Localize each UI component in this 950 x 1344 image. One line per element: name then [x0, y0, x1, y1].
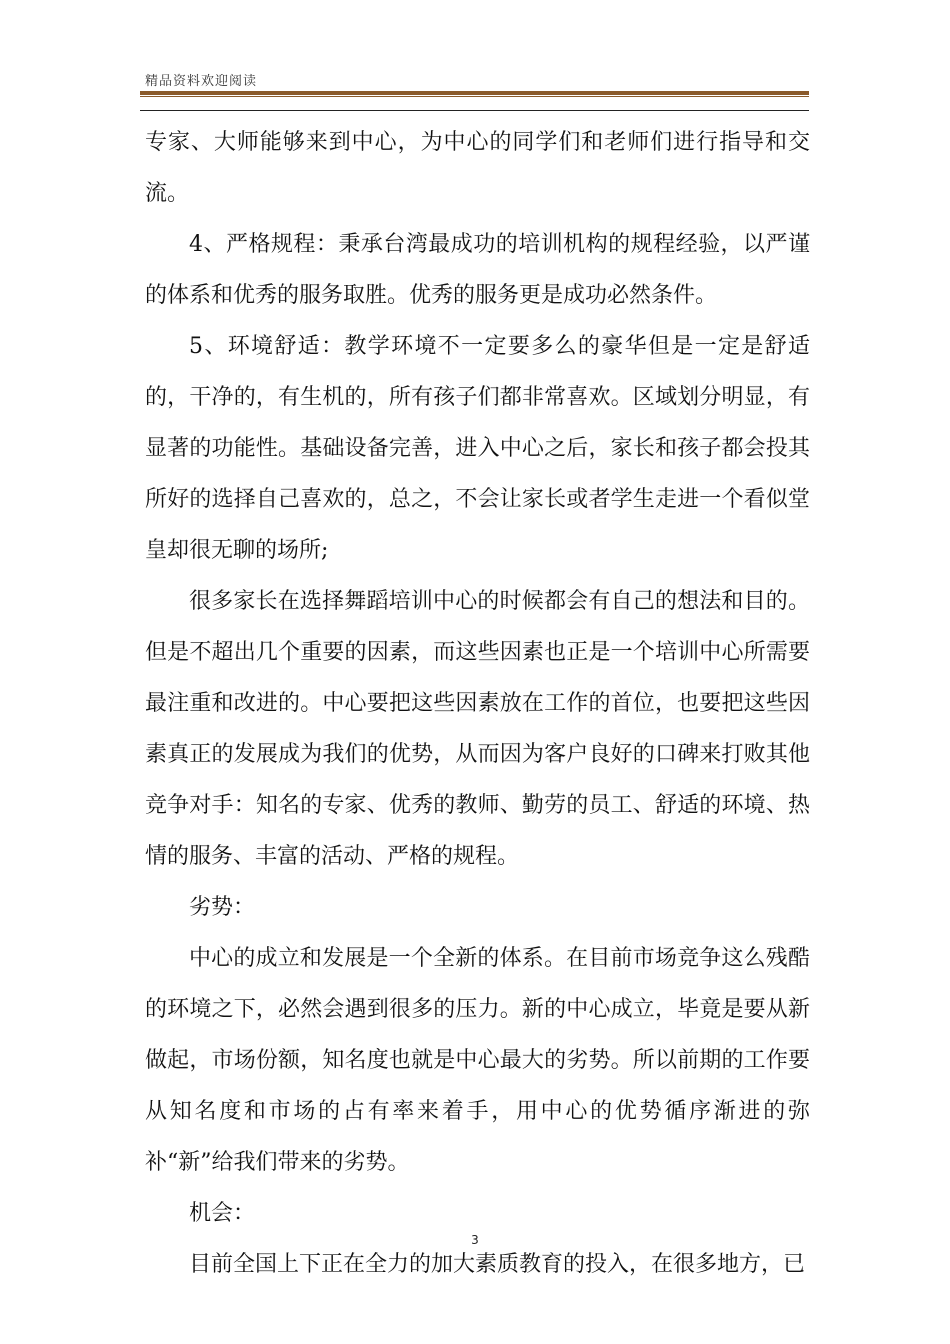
- header-rule-divider: [140, 110, 809, 111]
- paragraph-opportunities: 目前全国上下正在全力的加大素质教育的投入，在很多地方，已: [189, 1252, 806, 1277]
- paragraph-factors: 很多家长在选择舞蹈培训中心的时候都会有自己的想法和目的。但是不超出几个重要的因素，而这些因素也正是一个培训中心所需要最注重和改进的。中心要把这些因素放在工作的首位，也要把这些因素真正的发展成为我们的优势，从而因为客户良好的口碑来打败其他竞争对手：知名的专家、优秀的教师、勤劳的员工、舒适的环境、热情的服务、丰富的活动、严格的规程。: [145, 589, 810, 869]
- paragraph-weaknesses: 中心的成立和发展是一个全新的体系。在目前市场竞争这么残酷的环境之下，必然会遇到很多的压力。新的中心成立，毕竟是要从新做起，市场份额，知名度也就是中心最大的劣势。所以前期的工作要从知名度和市场的占有率来着手，用中心的优势循序渐进的弥补“新”给我们带来的劣势。: [145, 946, 810, 1175]
- paragraph-continuation: 专家、大师能够来到中心，为中心的同学们和老师们进行指导和交流。: [145, 130, 810, 206]
- page-header-title: 精品资料欢迎阅读: [145, 74, 258, 89]
- paragraph-environment: 5、环境舒适：教学环境不一定要多么的豪华但是一定是舒适的，干净的，有生机的，所有孩子们都非常喜欢。区域划分明显，有显著的功能性。基础设备完善，进入中心之后，家长和孩子都会投其所好的选择自己喜欢的，总之，不会让家长或者学生走进一个看似堂皇却很无聊的场所;: [145, 334, 810, 563]
- header-rule-thin: [140, 96, 809, 97]
- document-body: [145, 117, 810, 1290]
- header-rule-thick: [140, 91, 809, 95]
- heading-weaknesses: 劣势：: [189, 895, 256, 920]
- page-number: 3: [471, 1233, 479, 1247]
- heading-opportunities: 机会：: [189, 1201, 256, 1226]
- paragraph-strict-rules: 4、严格规程：秉承台湾最成功的培训机构的规程经验，以严谨的体系和优秀的服务取胜。优秀的服务更是成功必然条件。: [145, 232, 810, 308]
